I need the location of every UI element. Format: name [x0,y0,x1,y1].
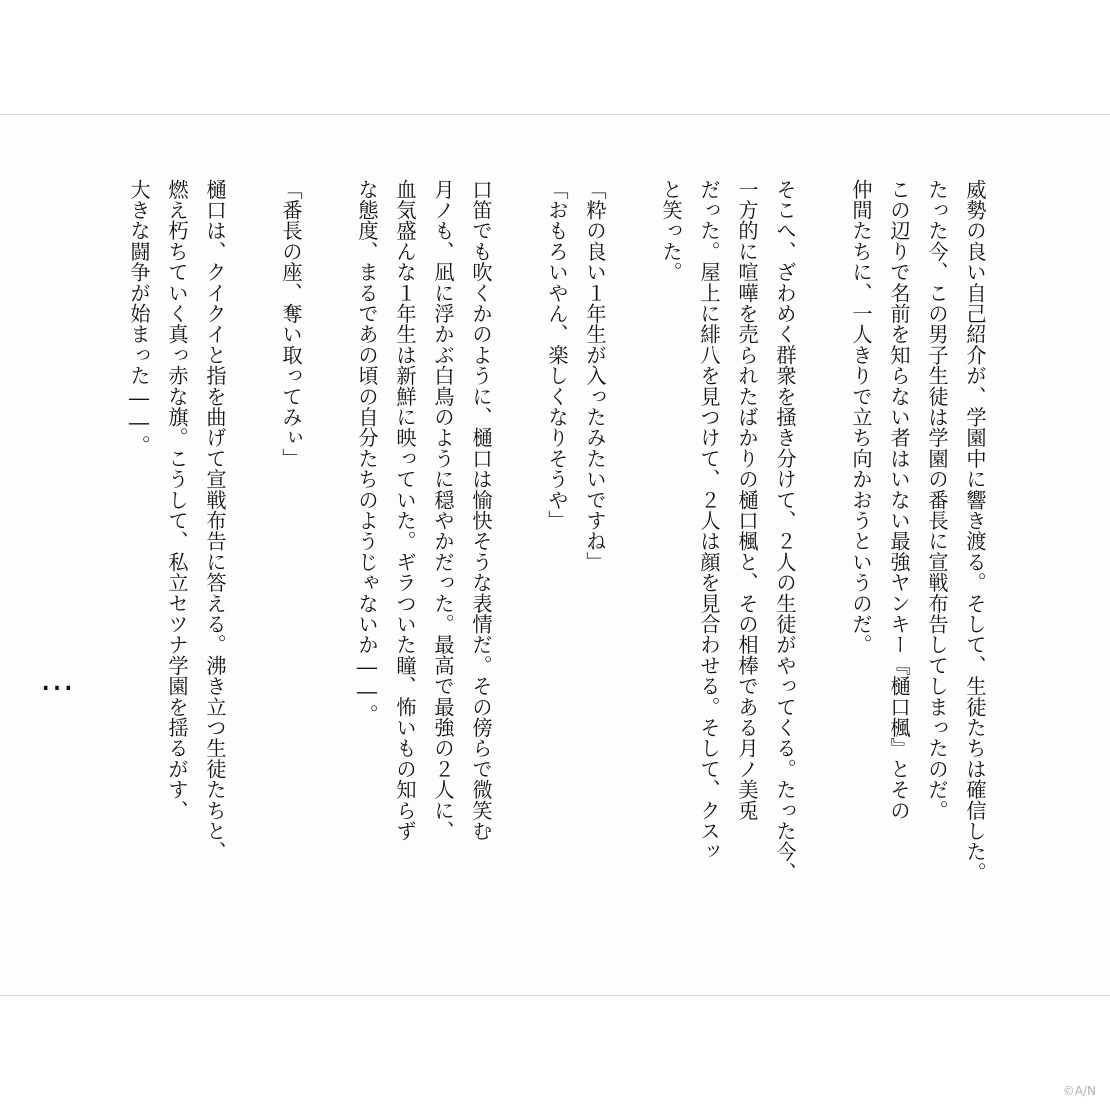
novel-line: 燃え朽ちていく真っ赤な旗。こうして、私立セツナ学園を揺るがす、 [165,179,189,821]
novel-line: 威勢の良い自己紹介が、学園中に響き渡る。そして、生徒たちは確信した。 [963,179,987,883]
novel-line: 大きな闘争が始まった――。 [127,179,151,456]
novel-line: 月ノも、凪に浮かぶ白鳥のように穏やかだった。最高で最強の２人に、 [431,179,455,842]
novel-line: だった。屋上に緋八を見つけて、２人は顔を見合わせる。そして、クスッ [697,179,721,863]
continuation-ellipsis: … [40,659,77,699]
novel-text-panel [0,114,1110,996]
novel-line: な態度、まるであの頃の自分たちのようじゃないか――。 [355,179,379,725]
novel-line: と笑った。 [659,179,683,283]
novel-line: 血気盛んな１年生は新鮮に映っていた。ギラついた瞳、怖いもの知らず [393,179,417,842]
novel-line: たった今、この男子生徒は学園の番長に宣戦布告してしまったのだ。 [925,179,949,821]
novel-line: 樋口は、クイクイと指を曲げて宣戦布告に答える。沸き立つ生徒たちと、 [203,179,227,863]
novel-line: 仲間たちに、一人きりで立ち向かおうというのだ。 [849,179,873,656]
copyright-text: ©A/N [1062,1084,1096,1098]
novel-line: そこへ、ざわめく群衆を掻き分けて、２人の生徒がやってくる。たった今、 [773,179,797,883]
dialogue-line: 「番長の座、奪い取ってみぃ」 [279,179,303,469]
dialogue-line: 「おもろいやん、楽しくなりそうや」 [545,179,569,531]
novel-line: この辺りで名前を知らない者はいない最強ヤンキー『樋口楓』とその [887,179,911,821]
novel-line: 一方的に喧嘩を売られたばかりの樋口楓と、その相棒である月ノ美兎 [735,179,759,821]
dialogue-line: 「粋の良い１年生が入ったみたいですね」 [583,179,607,573]
novel-line: 口笛でも吹くかのように、樋口は愉快そうな表情だ。その傍らで微笑む [469,179,493,842]
